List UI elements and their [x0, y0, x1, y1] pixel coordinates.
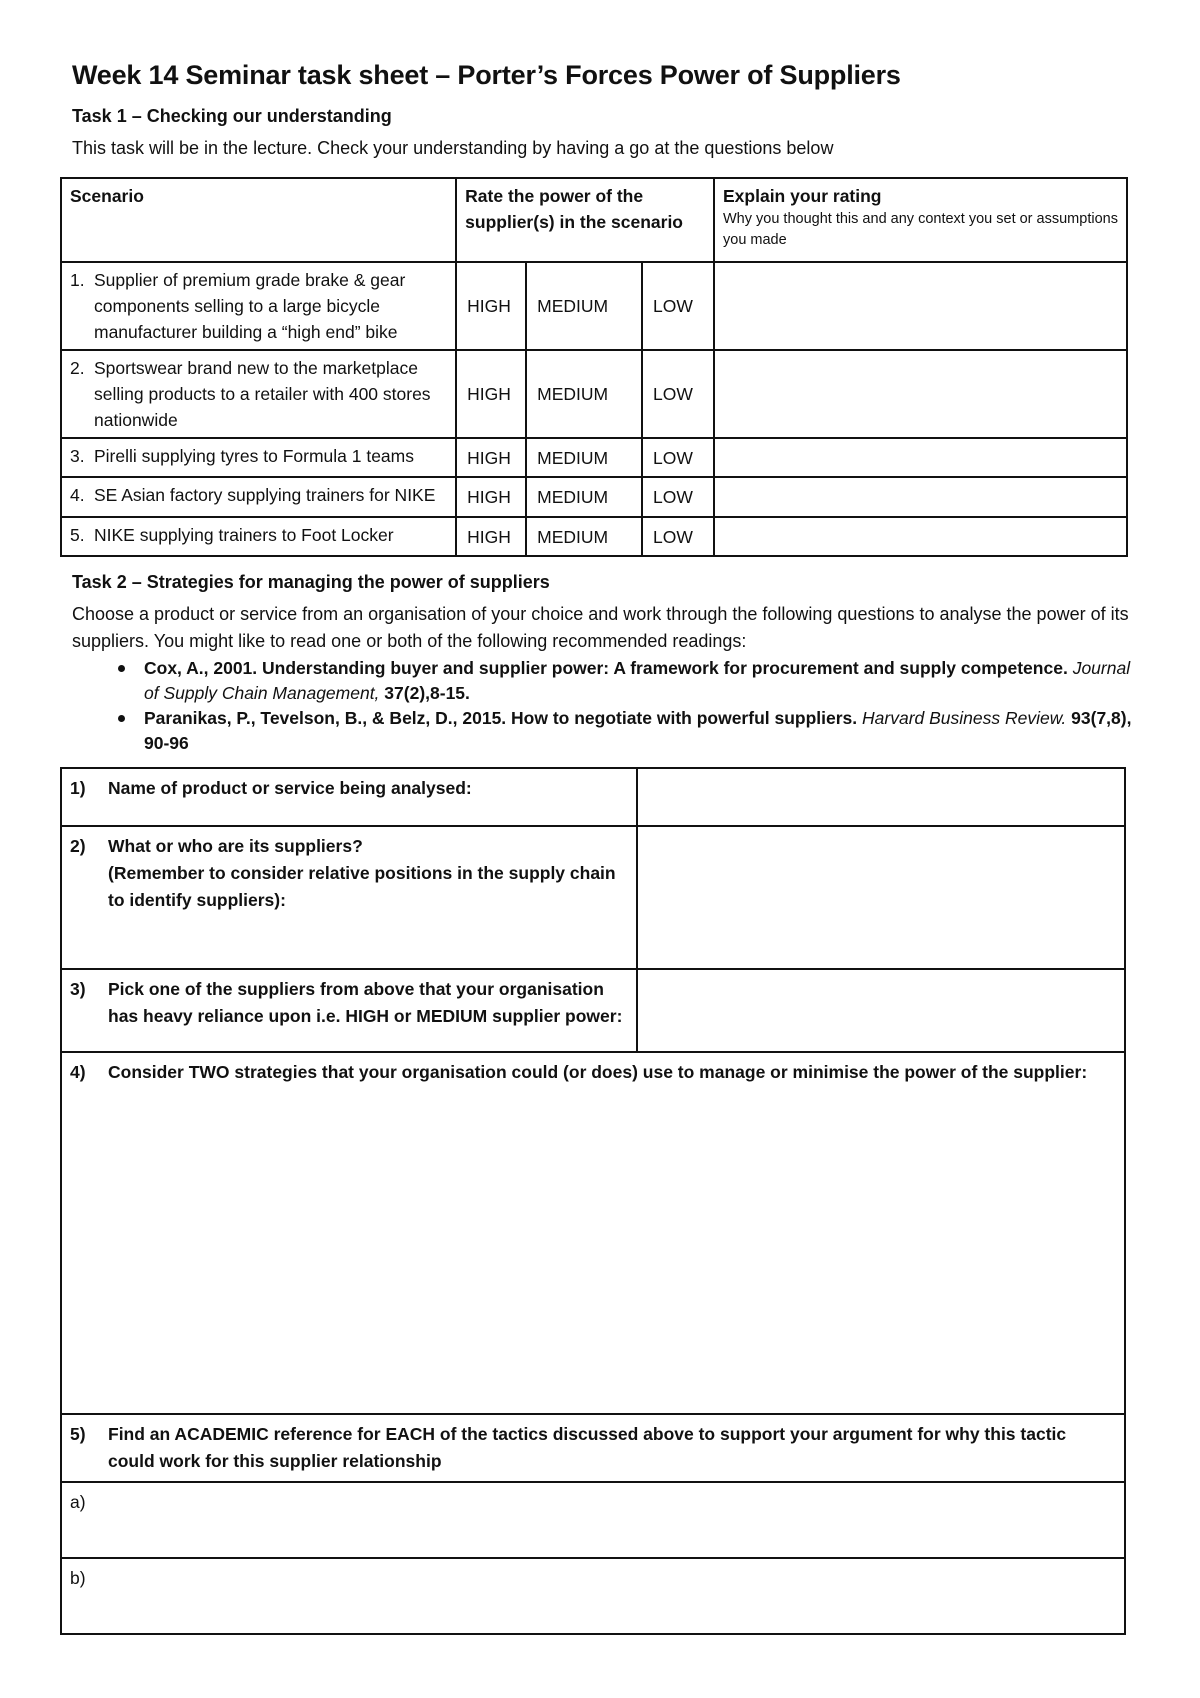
task1-intro: This task will be in the lecture. Check your understanding by having a go at the questions below [72, 138, 834, 158]
reading-item [110, 706, 1140, 756]
task2-intro: Choose a product or service from an organisation of your choice and work through the following questions to analyse the power of its suppliers. You might like to read one or both of the following recommended readings: [72, 604, 1129, 651]
rating-high[interactable]: HIGH [456, 477, 526, 517]
scenario-row-5 [61, 517, 1127, 556]
question-text: Name of product or service being analysed: [108, 778, 472, 798]
rate-header: Rate the power of the supplier(s) in the scenario [456, 178, 714, 262]
explanation-field[interactable] [714, 477, 1127, 517]
rating-high[interactable]: HIGH [456, 517, 526, 556]
question-note: (Remember to consider relative positions in the supply chain to identify suppliers): [108, 863, 616, 910]
answer-row-a [61, 1482, 1125, 1558]
scenario-cell [61, 350, 456, 438]
reading-item [110, 656, 1140, 706]
answer-field-a[interactable] [61, 1482, 1125, 1558]
task1-header-row [61, 178, 1127, 262]
question-row-5 [61, 1414, 1125, 1482]
explain-header-title: Explain your rating [723, 186, 882, 206]
task1-table [60, 177, 1128, 557]
question-text: Find an ACADEMIC reference for EACH of the tactics discussed above to support your argument for why this tactic could work for this supplier relationship [108, 1424, 1067, 1471]
task2-table [60, 767, 1126, 1635]
question-number: 3) [70, 979, 86, 999]
reading-citation: Cox, A., 2001. Understanding buyer and supplier power: A framework for procurement and supply competence. [144, 658, 1068, 678]
page-title: Week 14 Seminar task sheet – Porter’s Forces Power of Suppliers [72, 60, 901, 90]
rating-high[interactable]: HIGH [456, 350, 526, 438]
question-cell-with-answer-space[interactable] [61, 1052, 1125, 1414]
rating-high[interactable]: HIGH [456, 262, 526, 350]
rating-medium[interactable]: MEDIUM [526, 477, 642, 517]
answer-row-b [61, 1558, 1125, 1634]
scenario-text: NIKE supplying trainers to Foot Locker [94, 525, 394, 545]
reading-journal: Journal of Supply Chain Management, [144, 658, 1131, 703]
scenario-number: 1. [70, 270, 85, 290]
answer-field[interactable] [637, 826, 1125, 969]
answer-label-a: a) [70, 1492, 86, 1512]
question-row-2 [61, 826, 1125, 969]
question-number: 1) [70, 778, 86, 798]
rating-low[interactable]: LOW [642, 438, 714, 477]
question-cell [61, 969, 637, 1052]
explanation-field[interactable] [714, 438, 1127, 477]
scenario-row-3 [61, 438, 1127, 477]
rating-low[interactable]: LOW [642, 350, 714, 438]
scenario-number: 2. [70, 358, 85, 378]
scenario-number: 4. [70, 485, 85, 505]
question-number: 4) [70, 1062, 86, 1082]
explain-header-subtitle: Why you thought this and any context you set or assumptions you made [723, 211, 1118, 248]
scenario-text: Supplier of premium grade brake & gear components selling to a large bicycle manufacturer building a “high end” bike [94, 270, 406, 342]
rating-medium[interactable]: MEDIUM [526, 350, 642, 438]
scenario-text: SE Asian factory supplying trainers for NIKE [94, 485, 436, 505]
scenario-row-1 [61, 262, 1127, 350]
question-number: 5) [70, 1424, 86, 1444]
rating-high[interactable]: HIGH [456, 438, 526, 477]
explanation-field[interactable] [714, 350, 1127, 438]
reading-citation: Paranikas, P., Tevelson, B., & Belz, D., 2015. How to negotiate with powerful suppliers. [144, 708, 858, 728]
question-text: What or who are its suppliers? [108, 836, 363, 856]
scenario-row-2 [61, 350, 1127, 438]
question-text: Pick one of the suppliers from above that your organisation has heavy reliance upon i.e. HIGH or MEDIUM supplier power: [108, 979, 623, 1026]
rating-medium[interactable]: MEDIUM [526, 262, 642, 350]
rating-medium[interactable]: MEDIUM [526, 517, 642, 556]
rating-medium[interactable]: MEDIUM [526, 438, 642, 477]
answer-label-b: b) [70, 1568, 86, 1588]
explanation-field[interactable] [714, 517, 1127, 556]
question-row-1 [61, 768, 1125, 826]
task2-heading: Task 2 – Strategies for managing the power of suppliers [72, 572, 550, 592]
question-row-3 [61, 969, 1125, 1052]
reading-volume: 37(2),8-15. [384, 683, 470, 703]
reading-volume: 93(7,8), 90-96 [144, 708, 1132, 753]
scenario-text: Pirelli supplying tyres to Formula 1 teams [94, 446, 414, 466]
reading-list [110, 656, 1140, 756]
question-text: Consider TWO strategies that your organisation could (or does) use to manage or minimise the power of the supplier: [108, 1062, 1088, 1082]
rating-low[interactable]: LOW [642, 517, 714, 556]
scenario-cell [61, 438, 456, 477]
answer-field[interactable] [637, 969, 1125, 1052]
explain-header [714, 178, 1127, 262]
question-number: 2) [70, 836, 86, 856]
explanation-field[interactable] [714, 262, 1127, 350]
reading-journal: Harvard Business Review. [862, 708, 1067, 728]
scenario-number: 5. [70, 525, 85, 545]
question-cell [61, 826, 637, 969]
question-cell [61, 1414, 1125, 1482]
bullet-icon [118, 665, 125, 672]
answer-field[interactable] [637, 768, 1125, 826]
scenario-text: Sportswear brand new to the marketplace selling products to a retailer with 400 stores nationwide [94, 358, 431, 430]
bullet-icon [118, 715, 125, 722]
scenario-header: Scenario [61, 178, 456, 262]
scenario-cell [61, 477, 456, 517]
answer-field-b[interactable] [61, 1558, 1125, 1634]
rating-low[interactable]: LOW [642, 262, 714, 350]
question-cell [61, 768, 637, 826]
scenario-number: 3. [70, 446, 85, 466]
task1-heading: Task 1 – Checking our understanding [72, 106, 392, 126]
scenario-cell [61, 517, 456, 556]
rating-low[interactable]: LOW [642, 477, 714, 517]
question-row-4 [61, 1052, 1125, 1414]
scenario-row-4 [61, 477, 1127, 517]
scenario-cell [61, 262, 456, 350]
